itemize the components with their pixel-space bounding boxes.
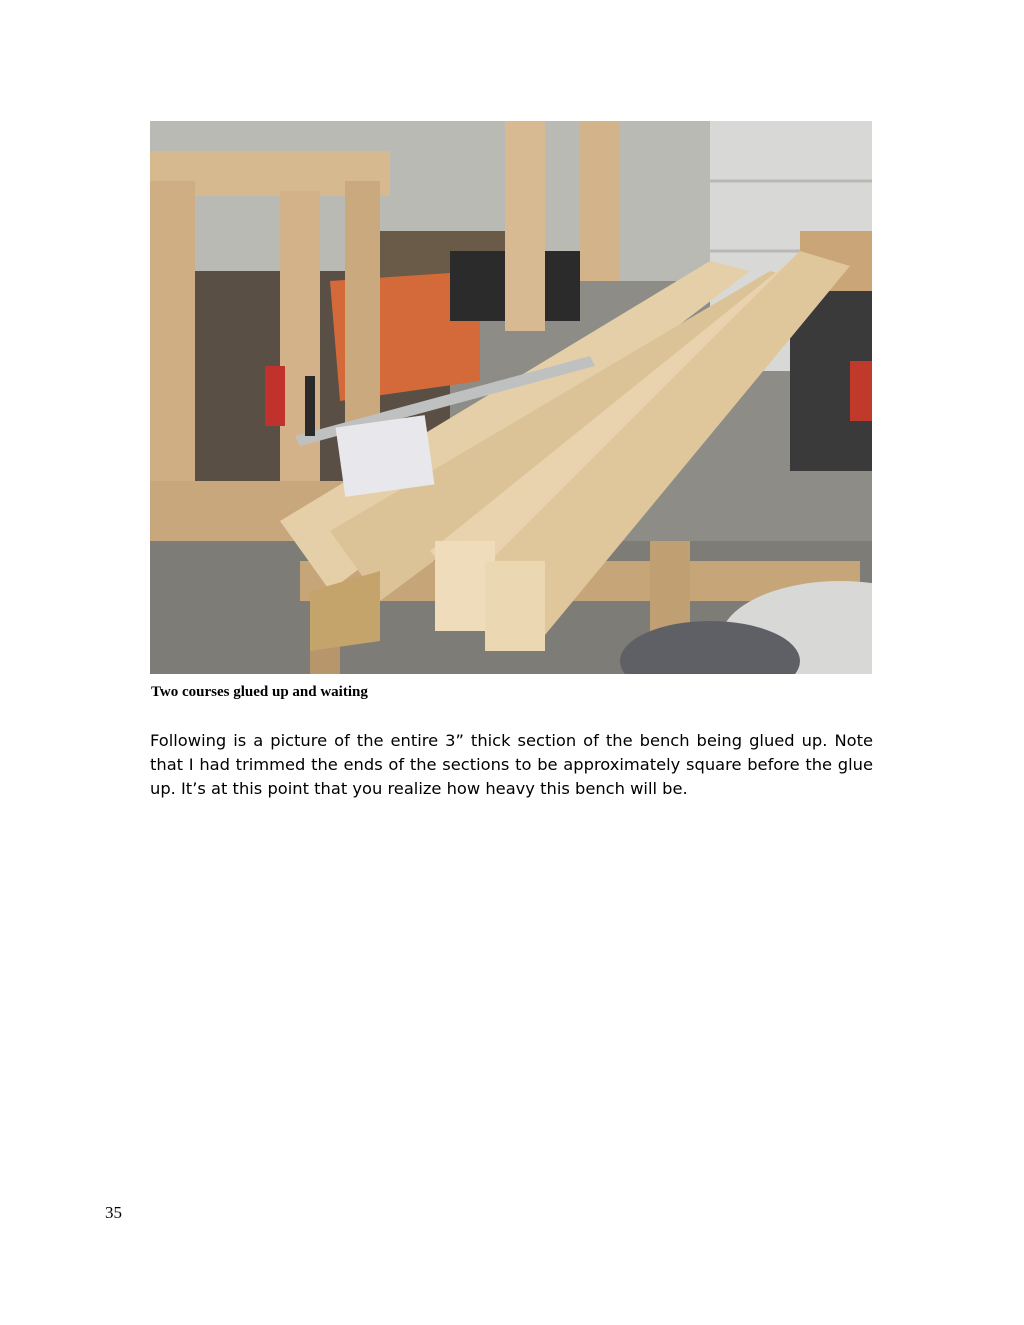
workshop-photo	[150, 121, 872, 674]
page-number: 35	[105, 1203, 122, 1222]
workshop-photo-image	[150, 121, 872, 674]
figure-caption: Two courses glued up and waiting	[151, 684, 368, 700]
body-paragraph: Following is a picture of the entire 3” thick section of the bench being glued up. Note that I had trimmed the ends of the sections to be approximately square before the glue up. It’s at this point that you realize how heavy this bench will be.	[150, 731, 873, 798]
